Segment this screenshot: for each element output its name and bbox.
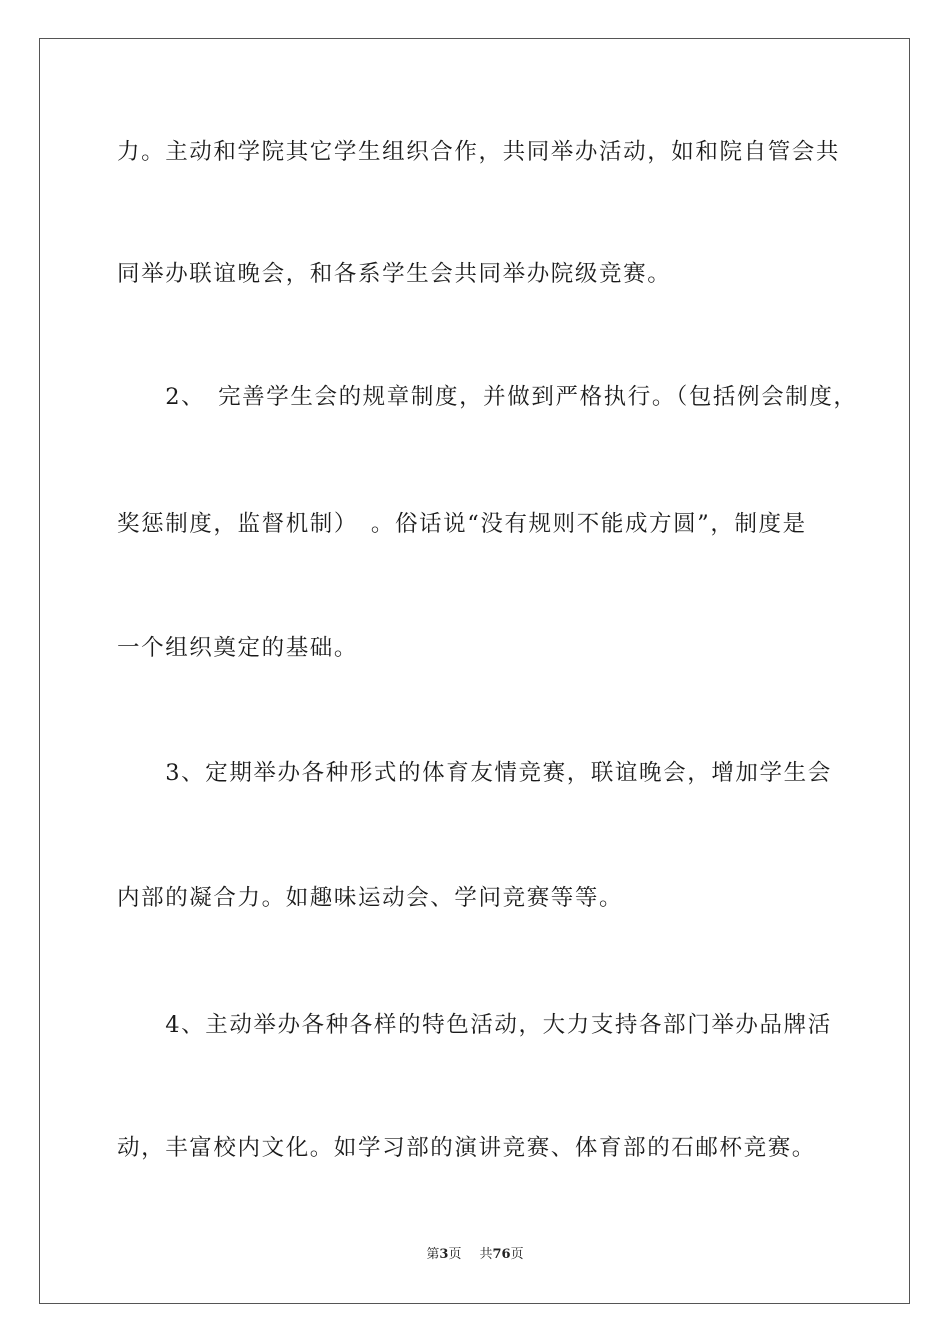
footer-page-suffix: 页 [448, 1247, 462, 1262]
body-text-line: 2、 完善学生会的规章制度，并做到严格执行。（包括例会制度， [117, 384, 858, 410]
footer-page-number: 3 [439, 1247, 449, 1262]
body-text-line: 同举办联谊晚会，和各系学生会共同举办院级竞赛。 [117, 261, 672, 287]
body-text-line: 力。主动和学院其它学生组织合作，共同举办活动，如和院自管会共 [117, 139, 841, 165]
body-text-line: 动，丰富校内文化。如学习部的演讲竞赛、体育部的石邮杯竞赛。 [117, 1135, 816, 1161]
footer-total-suffix: 页 [510, 1247, 524, 1262]
footer-total-prefix: 共 [479, 1247, 493, 1262]
body-text-line: 4、主动举办各种各样的特色活动，大力支持各部门举办品牌活 [117, 1012, 832, 1038]
body-text-line: 内部的凝合力。如趣味运动会、学问竞赛等等。 [117, 885, 624, 911]
footer-page-total: 76 [492, 1247, 511, 1262]
page-frame [39, 38, 910, 1304]
body-text-line: 奖惩制度，监督机制） 。俗话说“没有规则不能成方圆”，制度是 [117, 511, 807, 537]
body-text-line: 一个组织奠定的基础。 [117, 635, 359, 661]
page-footer [0, 1246, 950, 1264]
footer-page-prefix: 第 [426, 1247, 440, 1262]
body-text-line: 3、定期举办各种形式的体育友情竞赛，联谊晚会，增加学生会 [117, 760, 832, 786]
